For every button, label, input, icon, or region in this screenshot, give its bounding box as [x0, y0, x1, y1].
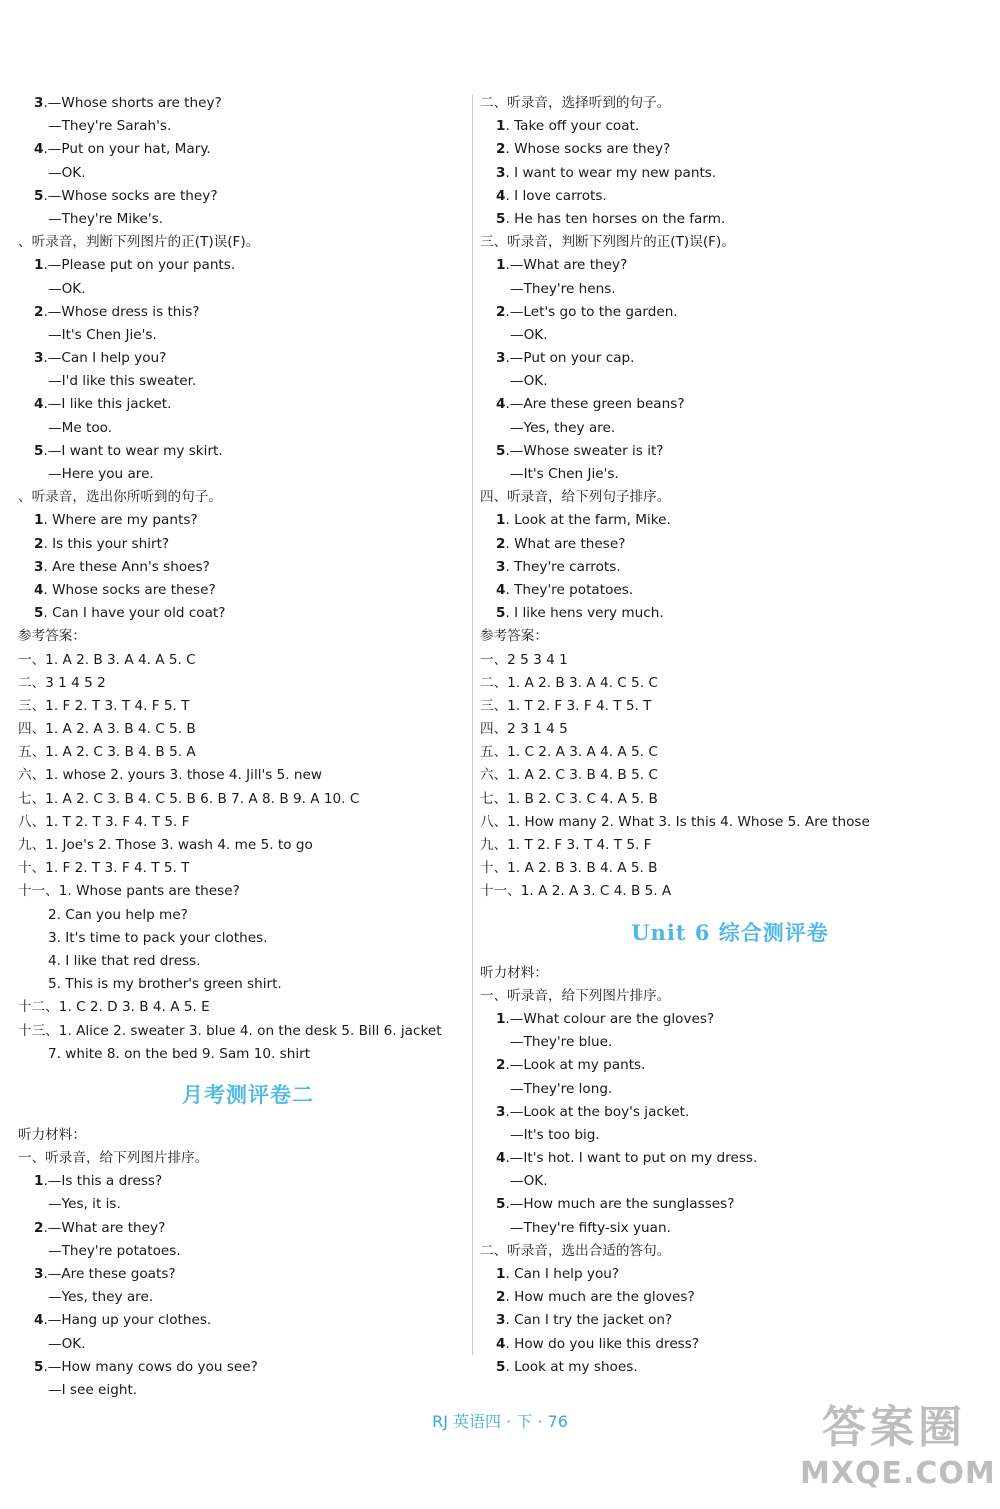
line-text: —OK.	[48, 280, 86, 297]
text-line	[480, 985, 980, 1008]
line-text: 十一、1. A 2. A 3. C 4. B 5. A	[480, 883, 672, 900]
text-line	[18, 533, 478, 556]
text-line	[18, 904, 478, 927]
line-text: —Yes, they are.	[48, 1289, 154, 1306]
text-line	[480, 857, 980, 880]
text-line	[480, 1286, 980, 1309]
text-line	[480, 278, 980, 301]
text-line	[18, 1263, 478, 1286]
line-text: 一、1. A 2. B 3. A 4. A 5. C	[18, 651, 196, 668]
text-line	[480, 417, 980, 440]
line-text: —Yes, it is.	[48, 1196, 121, 1213]
text-line	[18, 579, 478, 602]
line-text: 一、2 5 3 4 1	[480, 651, 568, 668]
text-line	[18, 556, 478, 579]
right-column	[480, 92, 980, 1379]
line-text: .—Whose sweater is it?	[505, 442, 664, 459]
text-line	[18, 1193, 478, 1216]
text-line	[480, 533, 980, 556]
line-text: 参考答案：	[480, 628, 548, 645]
text-line	[18, 718, 478, 741]
item-number: 2	[34, 1219, 44, 1236]
line-text: 听力材料：	[18, 1126, 86, 1143]
item-number: 1	[496, 1010, 506, 1027]
text-line	[480, 741, 980, 764]
text-line	[18, 92, 478, 115]
line-text: 十一、1. Whose pants are these?	[18, 883, 240, 900]
text-line	[18, 393, 478, 416]
text-line	[18, 927, 478, 950]
line-text: .—I want to wear my skirt.	[43, 442, 223, 459]
line-text: . Can I help you?	[505, 1266, 620, 1282]
line-text: 2. Can you help me?	[48, 906, 188, 923]
line-text: —Here you are.	[48, 466, 154, 482]
item-number: 4	[34, 396, 44, 413]
text-line	[480, 301, 980, 324]
text-line	[18, 880, 478, 903]
line-text: 一、听录音，给下列图片排序。	[18, 1150, 209, 1167]
line-text: —They're fifty-six yuan.	[510, 1219, 671, 1236]
text-line	[18, 1170, 478, 1193]
item-number: 2	[496, 303, 506, 320]
text-line	[18, 162, 478, 185]
text-line	[480, 579, 980, 602]
text-line	[480, 1217, 980, 1240]
line-text: . I love carrots.	[505, 187, 607, 204]
line-text: .—Let's go to the garden.	[505, 303, 678, 320]
text-line	[18, 208, 478, 231]
line-text: . Whose socks are they?	[505, 141, 671, 158]
line-text: . Where are my pants?	[43, 512, 198, 529]
line-text: 四、听录音，给下列句子排序。	[480, 489, 671, 506]
line-text: . Whose socks are these?	[43, 581, 216, 598]
watermark-url: MXQE.COM	[800, 1456, 996, 1491]
line-text: 三、1. T 2. F 3. F 4. T 5. T	[480, 697, 652, 714]
section-title: 月考测评卷二	[182, 1081, 314, 1107]
text-line	[18, 509, 478, 532]
line-text: .—Is this a dress?	[43, 1173, 163, 1190]
line-text: .—How many cows do you see?	[43, 1358, 258, 1375]
text-line	[480, 1101, 980, 1124]
watermark-text: 答案圈	[822, 1402, 966, 1453]
line-text: 七、1. A 2. C 3. B 4. C 5. B 6. B 7. A 8. B 9. A 10. C	[18, 790, 360, 807]
text-line	[18, 370, 478, 393]
text-line	[18, 1333, 478, 1356]
text-line	[18, 649, 478, 672]
text-line	[18, 1309, 478, 1332]
text-line	[480, 1078, 980, 1101]
line-text: . They're carrots.	[505, 558, 621, 575]
item-number: 2	[496, 1289, 506, 1306]
item-number: 3	[496, 164, 506, 181]
text-line	[480, 254, 980, 277]
text-line	[18, 115, 478, 138]
text-line	[480, 92, 980, 115]
line-text: .—Whose shorts are they?	[43, 95, 222, 111]
line-text: —OK.	[48, 1335, 86, 1352]
text-line	[18, 301, 478, 324]
text-line	[18, 463, 478, 486]
item-number: 2	[34, 535, 44, 552]
line-text: 四、1. A 2. A 3. B 4. C 5. B	[18, 721, 196, 738]
text-line	[480, 1054, 980, 1077]
text-line	[480, 1031, 980, 1054]
line-text: —I see eight.	[48, 1381, 138, 1398]
text-line	[480, 162, 980, 185]
item-number: 4	[34, 141, 44, 158]
section-title: Unit 6 综合测评卷	[631, 919, 829, 945]
item-number: 3	[496, 1103, 506, 1120]
line-text: . Can I have your old coat?	[43, 605, 226, 622]
item-number: 2	[496, 535, 506, 552]
item-number: 4	[34, 1312, 44, 1329]
item-number: 4	[496, 1150, 506, 1167]
line-text: 十、1. F 2. T 3. F 4. T 5. T	[18, 860, 190, 877]
text-line	[480, 185, 980, 208]
item-number: 1	[34, 512, 44, 529]
text-line	[480, 718, 980, 741]
text-line	[480, 509, 980, 532]
line-text: .—Can I help you?	[43, 350, 167, 367]
text-line	[18, 1217, 478, 1240]
line-text: . Is this your shirt?	[43, 535, 170, 552]
line-text: 二、听录音，选出合适的答句。	[480, 1242, 671, 1259]
text-line	[18, 254, 478, 277]
line-text: 一、听录音，给下列图片排序。	[480, 987, 671, 1004]
text-line	[480, 962, 980, 985]
text-line	[480, 695, 980, 718]
line-text: . I want to wear my new pants.	[505, 164, 717, 181]
text-line	[18, 1124, 478, 1147]
left-column	[18, 92, 478, 1402]
item-number: 3	[496, 558, 506, 575]
text-line	[18, 996, 478, 1019]
line-text: . How do you like this dress?	[505, 1335, 700, 1352]
item-number: 1	[34, 257, 44, 274]
line-text: . Are these Ann's shoes?	[43, 558, 210, 575]
text-line	[18, 1147, 478, 1170]
text-line	[480, 231, 980, 254]
text-line	[480, 138, 980, 161]
text-line	[480, 440, 980, 463]
line-text: —They're long.	[510, 1080, 613, 1097]
line-text: —They're potatoes.	[48, 1242, 181, 1259]
text-line	[18, 811, 478, 834]
line-text: 四、2 3 1 4 5	[480, 721, 568, 738]
line-text: .—Are these goats?	[43, 1266, 176, 1282]
line-text: 八、1. How many 2. What 3. Is this 4. Whose 5. Are those	[480, 813, 870, 830]
text-line	[480, 1240, 980, 1263]
item-number: 4	[496, 581, 506, 598]
item-number: 3	[34, 1266, 44, 1282]
text-line	[480, 393, 980, 416]
line-text: 3. It's time to pack your clothes.	[48, 929, 268, 946]
item-number: 3	[34, 558, 44, 575]
line-text: 三、听录音，判断下列图片的正(T)误(F)。	[480, 234, 735, 251]
page-footer: RJ 英语四 · 下 · 76	[432, 1412, 568, 1431]
text-line	[480, 370, 980, 393]
line-text: .—Put on your hat, Mary.	[43, 141, 211, 158]
line-text: —OK.	[510, 373, 548, 390]
line-text: . He has ten horses on the farm.	[505, 210, 726, 227]
text-line	[18, 1043, 478, 1066]
text-line	[18, 486, 478, 509]
text-line	[480, 324, 980, 347]
text-line	[480, 788, 980, 811]
text-line	[480, 1263, 980, 1286]
line-text: 7. white 8. on the bed 9. Sam 10. shirt	[48, 1045, 311, 1062]
item-number: 5	[496, 1358, 506, 1375]
item-number: 4	[496, 1335, 506, 1352]
line-text: —They're hens.	[510, 280, 616, 297]
item-number: 5	[34, 442, 44, 459]
line-text: . Look at the farm, Mike.	[505, 512, 671, 529]
line-text: 十三、1. Alice 2. sweater 3. blue 4. on the desk 5. Bill 6. jacket	[18, 1022, 442, 1039]
item-number: 1	[496, 512, 506, 529]
item-number: 1	[496, 1266, 506, 1282]
line-text: 七、1. B 2. C 3. C 4. A 5. B	[480, 790, 658, 807]
line-text: .—What colour are the gloves?	[505, 1010, 715, 1027]
line-text: 二、3 1 4 5 2	[18, 674, 106, 691]
line-text: 三、1. F 2. T 3. T 4. F 5. T	[18, 697, 190, 714]
line-text: —It's too big.	[510, 1126, 600, 1143]
text-line	[18, 1020, 478, 1043]
text-line	[18, 602, 478, 625]
text-line	[480, 463, 980, 486]
text-line	[480, 811, 980, 834]
line-text: 参考答案：	[18, 628, 86, 645]
text-line	[480, 1356, 980, 1379]
watermark-logo	[800, 1401, 996, 1501]
text-line	[18, 973, 478, 996]
line-text: —Me too.	[48, 419, 113, 436]
line-text: —Yes, they are.	[510, 419, 616, 436]
text-line	[18, 1240, 478, 1263]
line-text: 十二、1. C 2. D 3. B 4. A 5. E	[18, 999, 210, 1016]
line-text: .—Put on your cap.	[505, 350, 635, 367]
text-line	[480, 1008, 980, 1031]
line-text: —They're Sarah's.	[48, 118, 172, 135]
text-line	[18, 764, 478, 787]
line-text: 九、1. T 2. F 3. T 4. T 5. F	[480, 837, 652, 853]
line-text: 十、1. A 2. B 3. B 4. A 5. B	[480, 860, 658, 877]
text-line	[480, 1333, 980, 1356]
line-text: 五、1. A 2. C 3. B 4. B 5. A	[18, 744, 196, 761]
text-line	[18, 672, 478, 695]
item-number: 4	[496, 187, 506, 204]
line-text: —They're Mike's.	[48, 210, 164, 227]
line-text: .—What are they?	[505, 257, 628, 274]
item-number: 2	[34, 303, 44, 320]
line-text: —It's Chen Jie's.	[48, 326, 157, 343]
item-number: 5	[496, 210, 506, 227]
text-line	[480, 347, 980, 370]
text-line	[18, 231, 478, 254]
item-number: 5	[34, 1358, 44, 1375]
text-line	[18, 278, 478, 301]
text-line	[480, 1170, 980, 1193]
item-number: 5	[496, 1196, 506, 1213]
line-text: 5. This is my brother's green shirt.	[48, 976, 282, 993]
line-text: . What are these?	[505, 535, 626, 552]
item-number: 5	[496, 605, 506, 622]
item-number: 2	[496, 1057, 506, 1074]
line-text: 听力材料：	[480, 964, 548, 981]
line-text: 、听录音，判断下列图片的正(T)误(F)。	[18, 234, 260, 251]
line-text: —They're blue.	[510, 1034, 613, 1051]
text-line	[18, 347, 478, 370]
line-text: .—It's hot. I want to put on my dress.	[505, 1150, 758, 1167]
item-number: 3	[496, 350, 506, 367]
text-line	[480, 1193, 980, 1216]
line-text: .—Please put on your pants.	[43, 257, 236, 274]
text-line	[480, 672, 980, 695]
text-line	[480, 1147, 980, 1170]
line-text: 二、听录音，选择听到的句子。	[480, 95, 671, 111]
line-text: . They're potatoes.	[505, 581, 634, 598]
line-text: . Look at my shoes.	[505, 1358, 638, 1375]
text-line	[18, 440, 478, 463]
item-number: 5	[34, 605, 44, 622]
item-number: 1	[496, 257, 506, 274]
text-line	[18, 1286, 478, 1309]
text-line	[18, 741, 478, 764]
line-text: . Take off your coat.	[505, 118, 640, 135]
line-text: .—Hang up your clothes.	[43, 1312, 212, 1329]
text-line	[18, 834, 478, 857]
text-line	[480, 486, 980, 509]
text-line	[18, 788, 478, 811]
line-text: 六、1. A 2. C 3. B 4. B 5. C	[480, 767, 658, 784]
line-text: .—What are they?	[43, 1219, 166, 1236]
line-text: . Can I try the jacket on?	[505, 1312, 673, 1329]
line-text: 、听录音，选出你所听到的句子。	[18, 489, 222, 506]
line-text: . How much are the gloves?	[505, 1289, 695, 1306]
line-text: .—Are these green beans?	[505, 396, 685, 413]
text-line	[480, 556, 980, 579]
line-text: —OK.	[510, 1173, 548, 1190]
text-line	[480, 625, 980, 648]
line-text: —OK.	[510, 326, 548, 343]
text-line	[18, 138, 478, 161]
item-number: 2	[496, 141, 506, 158]
line-text: .—Whose dress is this?	[43, 303, 200, 320]
item-number: 5	[496, 442, 506, 459]
text-line	[480, 1124, 980, 1147]
line-text: 八、1. T 2. T 3. F 4. T 5. F	[18, 813, 190, 830]
item-number: 4	[34, 581, 44, 598]
text-line	[480, 649, 980, 672]
item-number: 1	[34, 1173, 44, 1190]
item-number: 5	[34, 187, 44, 204]
item-number: 1	[496, 118, 506, 135]
line-text: 五、1. C 2. A 3. A 4. A 5. C	[480, 744, 658, 761]
line-text: .—Look at the boy's jacket.	[505, 1103, 690, 1120]
line-text: —It's Chen Jie's.	[510, 466, 619, 482]
text-line	[18, 324, 478, 347]
text-line	[18, 625, 478, 648]
line-text: —I'd like this sweater.	[48, 373, 197, 390]
line-text: .—Whose socks are they?	[43, 187, 218, 204]
line-text: . I like hens very much.	[505, 605, 664, 622]
line-text: .—Look at my pants.	[505, 1057, 646, 1074]
line-text: 六、1. whose 2. yours 3. those 4. Jill's 5. new	[18, 767, 323, 784]
line-text: .—I like this jacket.	[43, 396, 172, 413]
item-number: 3	[34, 95, 44, 111]
text-line	[480, 115, 980, 138]
item-number: 3	[496, 1312, 506, 1329]
text-line	[18, 185, 478, 208]
line-text: 二、1. A 2. B 3. A 4. C 5. C	[480, 674, 658, 691]
line-text: 九、1. Joe's 2. Those 3. wash 4. me 5. to go	[18, 837, 313, 853]
text-line	[480, 880, 980, 903]
line-text: —OK.	[48, 164, 86, 181]
line-text: 4. I like that red dress.	[48, 952, 201, 969]
text-line	[480, 602, 980, 625]
text-line	[18, 857, 478, 880]
item-number: 4	[496, 396, 506, 413]
text-line	[18, 1379, 478, 1402]
line-text: .—How much are the sunglasses?	[505, 1196, 735, 1213]
text-line	[18, 950, 478, 973]
text-line	[18, 695, 478, 718]
item-number: 3	[34, 350, 44, 367]
text-line	[480, 208, 980, 231]
text-line	[480, 834, 980, 857]
text-line	[18, 417, 478, 440]
text-line	[480, 764, 980, 787]
text-line	[480, 1309, 980, 1332]
text-line	[18, 1356, 478, 1379]
